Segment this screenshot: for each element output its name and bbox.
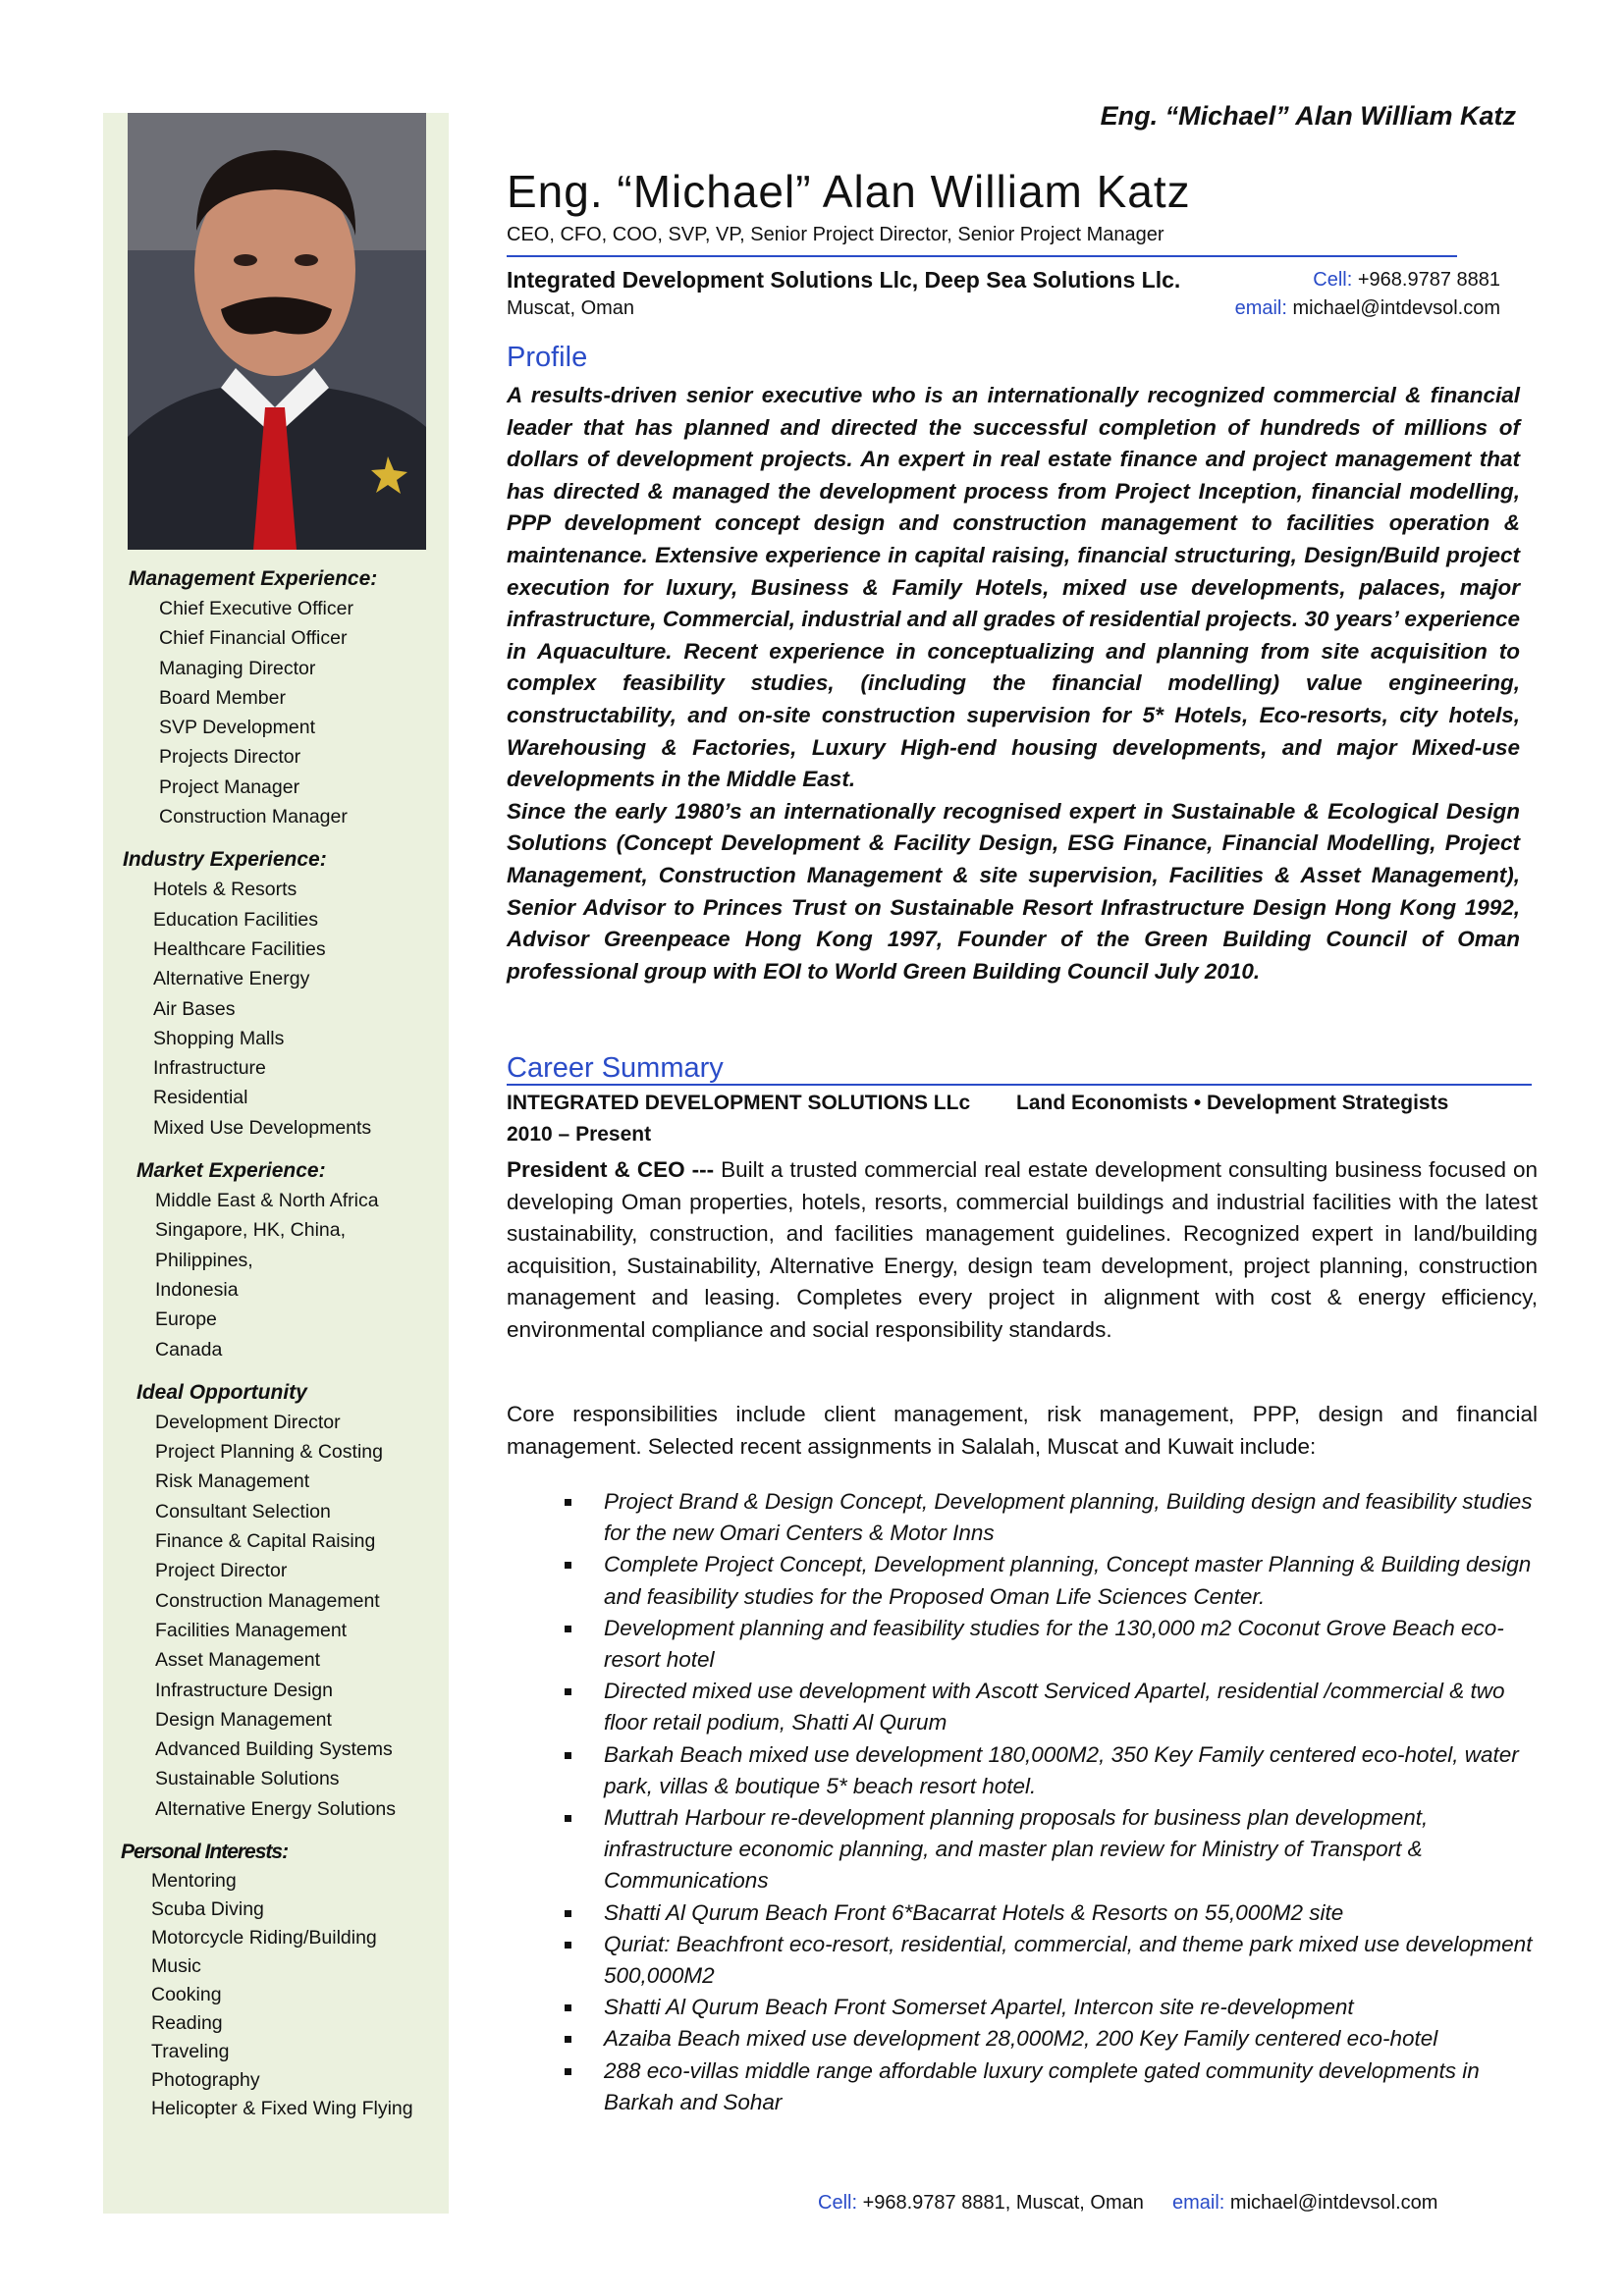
list-item: Traveling xyxy=(151,2040,230,2062)
management-experience-section xyxy=(103,564,449,831)
list-item: Managing Director xyxy=(159,657,316,679)
email-label: email: xyxy=(1234,297,1287,319)
list-item: Alternative Energy Solutions xyxy=(155,1797,396,1820)
bullet-text: Quriat: Beachfront eco-resort, residential, commercial, and theme park mixed use development 500,000M2 xyxy=(604,1931,1533,1989)
section-heading: Personal Interests: xyxy=(121,1840,289,1863)
list-item: Projects Director xyxy=(159,746,301,769)
list-item: Facilities Management xyxy=(155,1619,348,1641)
list-item: Indonesia xyxy=(155,1278,239,1301)
personal-interests-section xyxy=(95,1838,449,2123)
bullet-text: Directed mixed use development with Ascott Serviced Apartel, residential /commercial & two floor retail podium, Shatti Al Qurum xyxy=(604,1679,1505,1735)
bullet-text: Muttrah Harbour re-development planning proposals for business plan development, infrastructure economic planning, and master plan review for Ministry of Transport & Communications xyxy=(604,1805,1429,1894)
bullet-text: Shatti Al Qurum Beach Front Somerset Apartel, Intercon site re-development xyxy=(604,1995,1354,2020)
list-item: Design Management xyxy=(155,1708,332,1731)
footer-cell-label: Cell: xyxy=(818,2192,858,2214)
list-item: Risk Management xyxy=(155,1470,310,1493)
page-title: Eng. “Michael” Alan William Katz xyxy=(507,166,1191,217)
list-item: Sustainable Solutions xyxy=(155,1768,340,1790)
bullet-square-icon xyxy=(565,1688,571,1695)
assignments-list xyxy=(565,1486,1546,2118)
portrait-image xyxy=(128,113,426,550)
section-heading: Industry Experience: xyxy=(123,848,327,872)
career-divider xyxy=(507,1084,1532,1086)
list-item: Development Director xyxy=(155,1411,341,1433)
list-item xyxy=(565,1549,1546,1612)
contact-phone xyxy=(1313,269,1500,292)
list-item: Construction Manager xyxy=(159,806,348,828)
bullet-square-icon xyxy=(565,1752,571,1759)
career-tagline: Land Economists • Development Strategists xyxy=(1016,1092,1449,1114)
bullet-square-icon xyxy=(565,2036,571,2043)
section-heading: Ideal Opportunity xyxy=(136,1380,307,1404)
email-value[interactable]: michael@intdevsol.com xyxy=(1292,297,1500,319)
contact-location: Muscat, Oman xyxy=(507,297,635,319)
list-item: Philippines, xyxy=(155,1249,253,1271)
list-item xyxy=(565,1992,1546,2023)
list-item: Board Member xyxy=(159,686,286,709)
list-item: Helicopter & Fixed Wing Flying xyxy=(151,2097,413,2119)
list-item: Infrastructure xyxy=(153,1057,266,1080)
career-dates: 2010 – Present xyxy=(507,1123,652,1146)
list-item: Hotels & Resorts xyxy=(153,879,298,901)
footer-email[interactable]: michael@intdevsol.com xyxy=(1224,2192,1438,2214)
footer-contact xyxy=(818,2192,1437,2215)
list-item: Chief Executive Officer xyxy=(159,598,353,619)
bullet-text: Project Brand & Design Concept, Development planning, Building design and feasibility studies for the new Omari Centers & Motor Inns xyxy=(604,1489,1533,1546)
list-item xyxy=(565,2023,1546,2055)
bullet-square-icon xyxy=(565,1562,571,1569)
bullet-text: Azaiba Beach mixed use development 28,000M2, 200 Key Family centered eco-hotel xyxy=(604,2026,1438,2052)
bullet-square-icon xyxy=(565,1626,571,1632)
sidebar xyxy=(103,113,449,2214)
list-item: Mixed Use Developments xyxy=(153,1116,372,1139)
list-item: Cooking xyxy=(151,1983,222,2005)
list-item: Singapore, HK, China, xyxy=(155,1219,347,1242)
list-item: Motorcycle Riding/Building xyxy=(151,1926,377,1949)
list-item xyxy=(565,1486,1546,1549)
footer-email-label: email: xyxy=(1172,2192,1225,2214)
section-heading: Market Experience: xyxy=(136,1159,326,1183)
list-item xyxy=(565,1897,1546,1929)
list-item: Asset Management xyxy=(155,1649,321,1672)
industry-experience-section xyxy=(97,845,449,1143)
list-item: Europe xyxy=(155,1308,217,1331)
title-divider xyxy=(507,255,1457,257)
list-item xyxy=(565,1802,1546,1897)
bullet-text: Complete Project Concept, Development planning, Concept master Planning & Building design and feasibility studies for the Proposed Oman Life Sciences Center. xyxy=(604,1552,1532,1609)
list-item: Music xyxy=(151,1954,201,1977)
list-item: Project Planning & Costing xyxy=(155,1441,383,1464)
role-description xyxy=(507,1154,1538,1346)
list-item xyxy=(565,1676,1546,1738)
list-item: Reading xyxy=(151,2011,223,2034)
contact-email xyxy=(1235,297,1500,320)
list-item: Residential xyxy=(153,1087,248,1109)
list-item: Photography xyxy=(151,2068,260,2091)
market-experience-section xyxy=(111,1156,449,1364)
cell-label: Cell: xyxy=(1313,269,1353,291)
profile-paragraph: A results-driven senior executive who is an internationally recognized commercial & financial leader that has planned and directed the successful completion of hundreds of millions of dollars of development projects. An expert in real estate finance and project management that has directed & managed the development process from Project Inception, financial modelling, PPP development concept design and construction management to facilities operation & maintenance. Extensive experience in capital raising, financial structuring, Design/Build project execution for luxury, Business & Family Hotels, mixed use developments, palaces, major infrastructure, Commercial, industrial and all grades of residential projects. 30 years’ experience in Aquaculture. Recent experience in conceptualizing and planning from site acquisition to complex feasibility studies, (including the financial modelling) value engineering, constructability, and on-site construction supervision for 5* Hotels, Eco-resorts, city hotels, Warehousing & Factories, Luxury High-end housing developments, and major Mixed-use developments in the Middle East. xyxy=(507,383,1520,792)
list-item xyxy=(565,1613,1546,1676)
list-item xyxy=(565,1739,1546,1802)
career-company: INTEGRATED DEVELOPMENT SOLUTIONS LLc xyxy=(507,1092,971,1114)
list-item: Construction Management xyxy=(155,1589,380,1612)
list-item: SVP Development xyxy=(159,717,315,739)
bullet-square-icon xyxy=(565,1499,571,1506)
list-item: Project Manager xyxy=(159,775,300,798)
list-item xyxy=(565,2056,1546,2118)
list-item: Alternative Energy xyxy=(153,968,310,990)
list-item: Consultant Selection xyxy=(155,1500,331,1522)
list-item: Healthcare Facilities xyxy=(153,937,326,960)
bullet-square-icon xyxy=(565,1942,571,1949)
bullet-text: Barkah Beach mixed use development 180,000M2, 350 Key Family centered eco-hotel, water park, villas & boutique 5* beach resort hotel. xyxy=(604,1741,1519,1798)
bullet-square-icon xyxy=(565,2004,571,2011)
header-name: Eng. “Michael” Alan William Katz xyxy=(1100,101,1516,131)
profile-photo xyxy=(128,113,426,550)
role-text: Built a trusted commercial real estate development consulting business focused on developing Oman properties, hotels, resorts, commercial buildings and industrial facilities with the latest sustainability, construction, and facilities management guidelines. Recognized expert in land/building acquisition, Sustainability, Alternative Energy, design team development, project planning, construction management and leasing. Completes every project in alignment with cost & energy efficiency, environmental compliance and social responsibility standards. xyxy=(507,1157,1538,1342)
list-item: Finance & Capital Raising xyxy=(155,1530,376,1553)
bullet-text: Shatti Al Qurum Beach Front 6*Bacarrat Hotels & Resorts on 55,000M2 site xyxy=(604,1899,1344,1925)
list-item: Chief Financial Officer xyxy=(159,627,348,650)
list-item: Middle East & North Africa xyxy=(155,1190,379,1212)
list-item: Education Facilities xyxy=(153,908,318,931)
list-item: Scuba Diving xyxy=(151,1897,264,1920)
bullet-text: Development planning and feasibility studies for the 130,000 m2 Coconut Grove Beach eco-resort hotel xyxy=(604,1615,1504,1673)
job-titles: CEO, CFO, COO, SVP, VP, Senior Project Director, Senior Project Manager xyxy=(507,224,1164,245)
profile-paragraph: Since the early 1980’s an internationally recognised expert in Sustainable & Ecological Design Solutions (Concept Development & Facility Design, ESG Finance, Financial Modelling, Project Management, Construction Management & site supervision, Facilities & Asset Management), Senior Advisor to Princes Trust on Sustainable Resort Infrastructure Design Hong Kong 1992, Advisor Greenpeace Hong Kong 1997, Founder of the Green Building Council of Oman professional group with EOI to World Green Building Council July 2010. xyxy=(507,798,1520,984)
bullet-square-icon xyxy=(565,1910,571,1917)
profile-heading: Profile xyxy=(507,342,588,373)
bullet-square-icon xyxy=(565,1815,571,1822)
list-item: Advanced Building Systems xyxy=(155,1738,393,1761)
list-item: Mentoring xyxy=(151,1869,237,1892)
list-item: Air Bases xyxy=(153,997,236,1020)
bullet-text: 288 eco-villas middle range affordable luxury complete gated community developments in Barkah and Sohar xyxy=(604,2057,1480,2114)
career-summary-heading: Career Summary xyxy=(507,1052,724,1084)
list-item xyxy=(565,1929,1546,1992)
bullet-square-icon xyxy=(565,2068,571,2075)
list-item: Canada xyxy=(155,1338,223,1361)
role-title: President & CEO --- xyxy=(507,1157,715,1182)
company-name: Integrated Development Solutions Llc, Deep Sea Solutions Llc. xyxy=(507,267,1181,293)
cell-value: +968.9787 8881 xyxy=(1357,269,1500,291)
profile-text xyxy=(507,380,1520,988)
sidebar-sections xyxy=(103,564,449,2137)
ideal-opportunity-section xyxy=(111,1378,449,1824)
list-item: Infrastructure Design xyxy=(155,1679,333,1701)
footer-cell-text: +968.9787 8881, Muscat, Oman xyxy=(857,2192,1144,2214)
list-item: Project Director xyxy=(155,1560,288,1582)
section-heading: Management Experience: xyxy=(129,567,378,590)
core-responsibilities: Core responsibilities include client management, risk management, PPP, design and financial management. Selected recent assignments in Salalah, Muscat and Kuwait include: xyxy=(507,1402,1538,1459)
list-item: Shopping Malls xyxy=(153,1027,285,1049)
